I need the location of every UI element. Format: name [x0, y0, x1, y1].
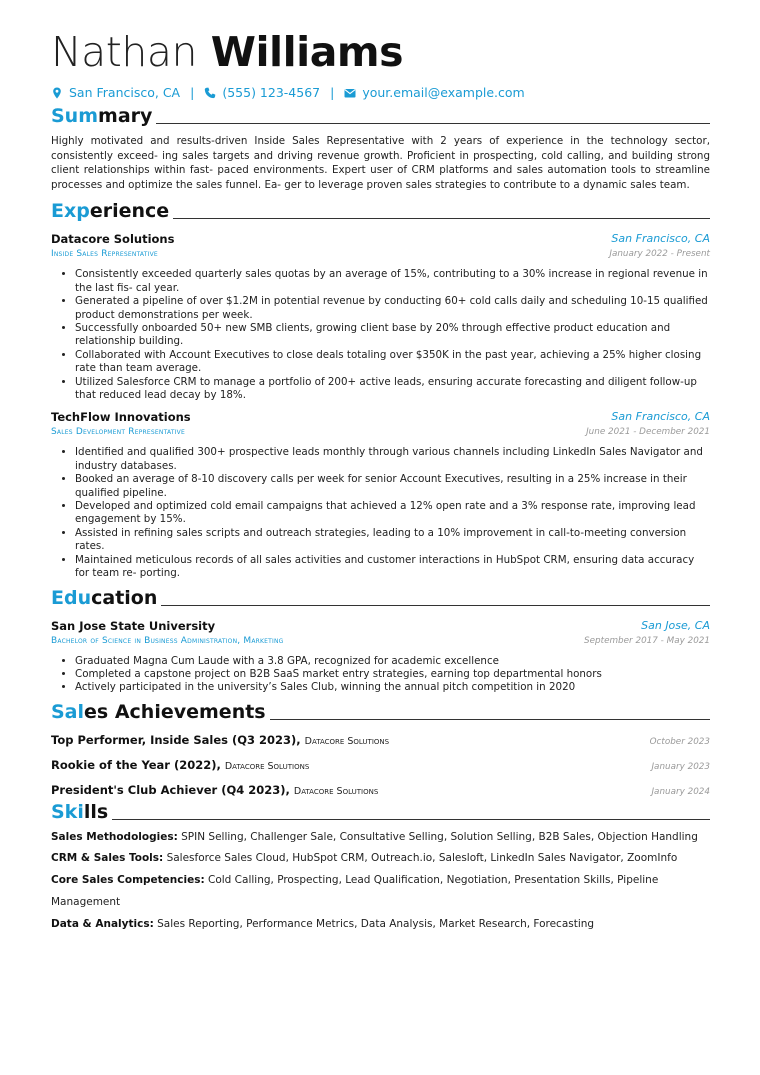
education-dates: September 2017 - May 2021: [584, 635, 710, 646]
experience-title-rest: erience: [89, 200, 170, 223]
achievement-date: January 2023: [651, 761, 710, 772]
skills-list: [51, 827, 710, 936]
skill-row: [51, 848, 710, 870]
location-text: San Francisco, CA: [69, 85, 181, 100]
achievement-item: President's Club Achiever (Q4 2023), Datacore Solutions January 2024: [51, 782, 710, 797]
skill-label: Sales Methodologies:: [51, 830, 178, 843]
job-dates: January 2022 - Present: [609, 249, 710, 260]
section-rule: [161, 605, 710, 606]
achievement-title: Top Performer, Inside Sales (Q3 2023): [51, 732, 297, 747]
summary-text: Highly motivated and results-driven Inside Sales Representative with 2 years of experience in the technology sector, consistently exceed- ing sales targets and driving revenue growth. Proficient in prospecting, cold calling, and building strong client relationships within fast- paced environments. Expert user of CRM platforms and sales automation tools to streamline processes and optimize the sales funnel. Ea- ger to leverage proven sales strategies to contribute to a dynamic sales team.: [51, 135, 710, 191]
skill-row: [51, 827, 710, 849]
skill-value: Salesforce Sales Cloud, HubSpot CRM, Outreach.io, Salesloft, LinkedIn Sales Navigator, ZoomInfo: [166, 852, 678, 865]
section-rule: [112, 819, 710, 820]
skill-value: SPIN Selling, Challenger Sale, Consultative Selling, Solution Selling, B2B Sales, Objection Handling: [181, 830, 698, 843]
job-dates: June 2021 - December 2021: [586, 427, 710, 438]
email-link[interactable]: your.email@example.com: [362, 85, 525, 100]
school-name: San Jose State University: [51, 618, 216, 633]
candidate-name: [51, 28, 710, 76]
phone-icon: [204, 87, 216, 99]
skill-label: Core Sales Competencies:: [51, 874, 205, 887]
skill-label: CRM & Sales Tools:: [51, 852, 164, 865]
envelope-icon: [344, 87, 356, 99]
achievement-title: President's Club Achiever (Q4 2023): [51, 782, 286, 797]
job-bullets: [51, 268, 710, 402]
skills-heading: [51, 800, 710, 824]
achievements-heading: [51, 700, 710, 724]
list-item: • Actively participated in the university’s Sales Club, winning the annual pitch competition in 2020: [75, 681, 710, 694]
education-heading: [51, 586, 710, 610]
achievement-item: Top Performer, Inside Sales (Q3 2023), Datacore Solutions October 2023: [51, 732, 710, 747]
achievement-title: Rookie of the Year (2022): [51, 757, 217, 772]
achievement-company: Datacore Solutions: [224, 760, 310, 772]
job-location: San Francisco, CA: [611, 410, 710, 424]
phone-text: (555) 123-4567: [222, 85, 321, 100]
job-entry: [51, 410, 710, 580]
list-item: • Assisted in refining sales scripts and outreach strategies, leading to a 10% improvement in call-to-meeting conversion rates.: [75, 527, 710, 554]
list-item: • Consistently exceeded quarterly sales quotas by an average of 15%, contributing to a 30% increase in regional revenue in the last fis- cal year.: [75, 268, 710, 295]
job-entry: [51, 232, 710, 402]
last-name: Williams: [210, 28, 403, 76]
achievements-title-rest: es Achievements: [84, 700, 266, 723]
degree: Bachelor of Science in Business Administration, Marketing: [51, 635, 284, 646]
list-item: • Utilized Salesforce CRM to manage a portfolio of 200+ active leads, ensuring accurate forecasting and diligent follow-up that reduced lead decay by 18%.: [75, 376, 710, 403]
job-location: San Francisco, CA: [611, 232, 710, 246]
section-rule: [156, 123, 710, 124]
school-location: San Jose, CA: [641, 618, 710, 632]
summary-title-rest: mary: [98, 105, 153, 127]
education-entry: [51, 619, 710, 695]
contact-separator: |: [330, 85, 335, 100]
summary-heading: [51, 104, 710, 128]
list-item: • Identified and qualified 300+ prospective leads monthly through various channels including LinkedIn Sales Navigator and industry databases.: [75, 446, 710, 473]
list-item: • Generated a pipeline of over $1.2M in potential revenue by conducting 60+ cold calls daily and scheduling 10-15 qualified product demonstrations per week.: [75, 295, 710, 322]
skill-value: Cold Calling, Prospecting, Lead Qualification, Negotiation, Presentation Skills, Pipeline Management: [51, 874, 659, 908]
education-title-accent: Edu: [51, 586, 92, 609]
list-item: • Booked an average of 8-10 discovery calls per week for senior Account Executives, resulting in a 25% increase in their qualified pipeline.: [75, 473, 710, 500]
skill-value: Sales Reporting, Performance Metrics, Data Analysis, Market Research, Forecasting: [157, 917, 595, 930]
job-role: Inside Sales Representative: [51, 249, 158, 260]
achievement-item: Rookie of the Year (2022), Datacore Solutions January 2023: [51, 757, 710, 772]
company-name: TechFlow Innovations: [51, 410, 191, 425]
experience-title-accent: Exp: [51, 200, 90, 223]
achievement-date: October 2023: [649, 736, 710, 747]
education-bullets: [51, 655, 710, 695]
list-item: • Collaborated with Account Executives to close deals totaling over $350K in the past year, achieving a 25% higher closing rate than team average.: [75, 349, 710, 376]
company-name: Datacore Solutions: [51, 232, 175, 247]
skills-title-accent: Ski: [51, 800, 84, 823]
list-item: • Successfully onboarded 50+ new SMB clients, growing client base by 20% through effective product education and relationship building.: [75, 322, 710, 349]
list-item: • Developed and optimized cold email campaigns that achieved a 12% open rate and a 3% response rate, improving lead engagement by 15%.: [75, 500, 710, 527]
skills-title-rest: lls: [83, 800, 109, 823]
contact-line: [51, 85, 710, 100]
job-bullets: [51, 446, 710, 580]
list-item: • Maintained meticulous records of all sales activities and customer interactions in HubSpot CRM, ensuring data accuracy for team re- porting.: [75, 554, 710, 581]
list-item: • Graduated Magna Cum Laude with a 3.8 GPA, recognized for academic excellence: [75, 655, 710, 668]
experience-heading: [51, 199, 710, 223]
map-marker-icon: [51, 87, 63, 99]
achievement-company: Datacore Solutions: [293, 785, 379, 797]
contact-separator: |: [190, 85, 195, 100]
achievement-company: Datacore Solutions: [304, 735, 390, 747]
education-title-rest: cation: [91, 586, 158, 609]
list-item: • Completed a capstone project on B2B SaaS market entry strategies, earning top departmental honors: [75, 668, 710, 681]
achievements-title-accent: Sal: [51, 700, 85, 723]
skill-row: [51, 914, 710, 936]
section-rule: [270, 719, 710, 720]
job-role: Sales Development Representative: [51, 427, 185, 438]
section-rule: [173, 218, 710, 219]
summary-title-accent: Sum: [51, 105, 99, 127]
skill-label: Data & Analytics:: [51, 917, 154, 930]
first-name: Nathan: [51, 28, 197, 76]
achievement-date: January 2024: [651, 786, 710, 797]
skill-row: [51, 870, 710, 913]
